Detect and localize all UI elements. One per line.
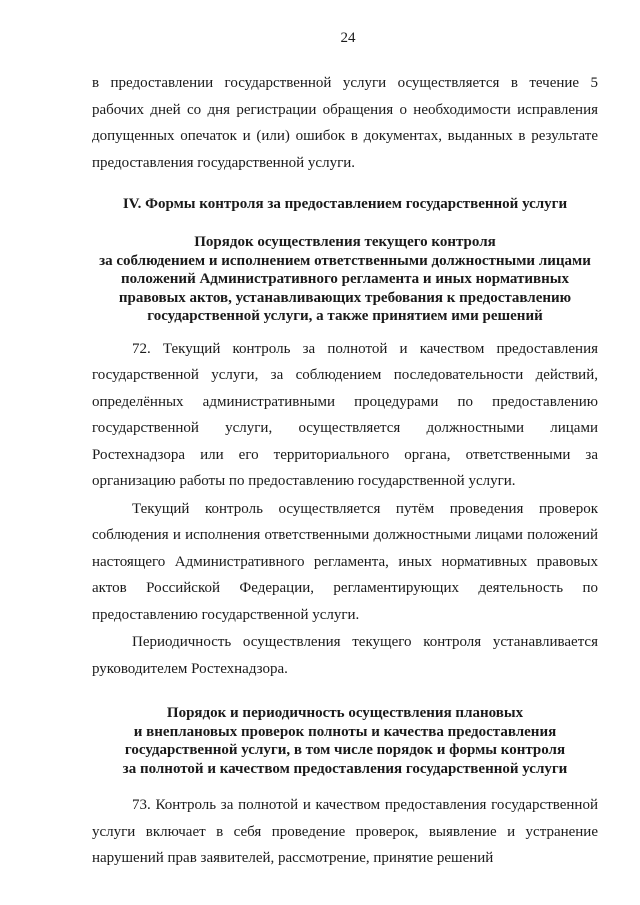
subsection-2-line-1: Порядок и периодичность осуществления плановых — [166, 705, 524, 721]
paragraph-73: 73. Контроль за полнотой и качеством предоставления государственной услуги включает в себя проведение проверок, выявление и устранение нарушений прав заявителей, рассмотрение, принятие решений — [92, 797, 598, 866]
intro-line-4: предоставления государственной услуги. — [92, 154, 356, 171]
subsection-1-line-1: Порядок осуществления текущего контроля — [194, 234, 496, 250]
intro-line-2: 5 рабочих дней со дня регистрации обращения о необходимости исправления — [92, 75, 598, 118]
subsection-1-line-5: государственной услуги, а также принятием ими решений — [147, 308, 543, 324]
paragraph-72-continued: Текущий контроль осуществляется путём проведения проверок соблюдения и исполнения ответственными должностными лицами положений настоящего Административного регламента, иных нормативных правовых актов Российской Федерации, регламентирующих деятельность по предоставлению государственной услуги. — [92, 500, 598, 623]
section-title: IV. Формы контроля за предоставлением государственной услуги — [122, 196, 568, 212]
paragraph-72-periodicity: Периодичность осуществления текущего контроля устанавливается руководителем Ростехнадзора. — [92, 634, 598, 677]
page-number: 24 — [340, 30, 356, 46]
subsection-1-line-3: положений Административного регламента и иных нормативных — [120, 271, 570, 287]
intro-paragraph — [92, 70, 598, 176]
subsection-2-line-2: и внеплановых проверок полноты и качества предоставления — [133, 723, 557, 740]
subsection-2-line-4: за полнотой и качеством предоставления государственной услуги — [122, 760, 568, 777]
intro-line-1: в предоставлении государственной услуги осуществляется в течение — [92, 75, 580, 91]
paragraph-72: 72. Текущий контроль за полнотой и качеством предоставления государственной услуги, за соблюдением последовательности действий, определённых административными процедурами по предоставлению государственной услуги, осуществляется должностными лицами Ростехнадзора или его территориального органа, ответственными за организацию работы по предоставлению государственной услуги. — [92, 340, 598, 489]
subsection-title-inspections — [80, 704, 610, 778]
subsection-2-line-3: государственной услуги, в том числе порядок и формы контроля — [124, 742, 566, 758]
intro-line-3: допущенных опечаток и (или) ошибок в документах, выданных в результате — [92, 128, 598, 144]
subsection-1-line-4: правовых актов, устанавливающих требования к предоставлению — [118, 289, 572, 306]
subsection-1-line-2: за соблюдением и исполнением ответственными должностными лицами — [99, 252, 591, 269]
subsection-title-current-control — [80, 233, 610, 326]
